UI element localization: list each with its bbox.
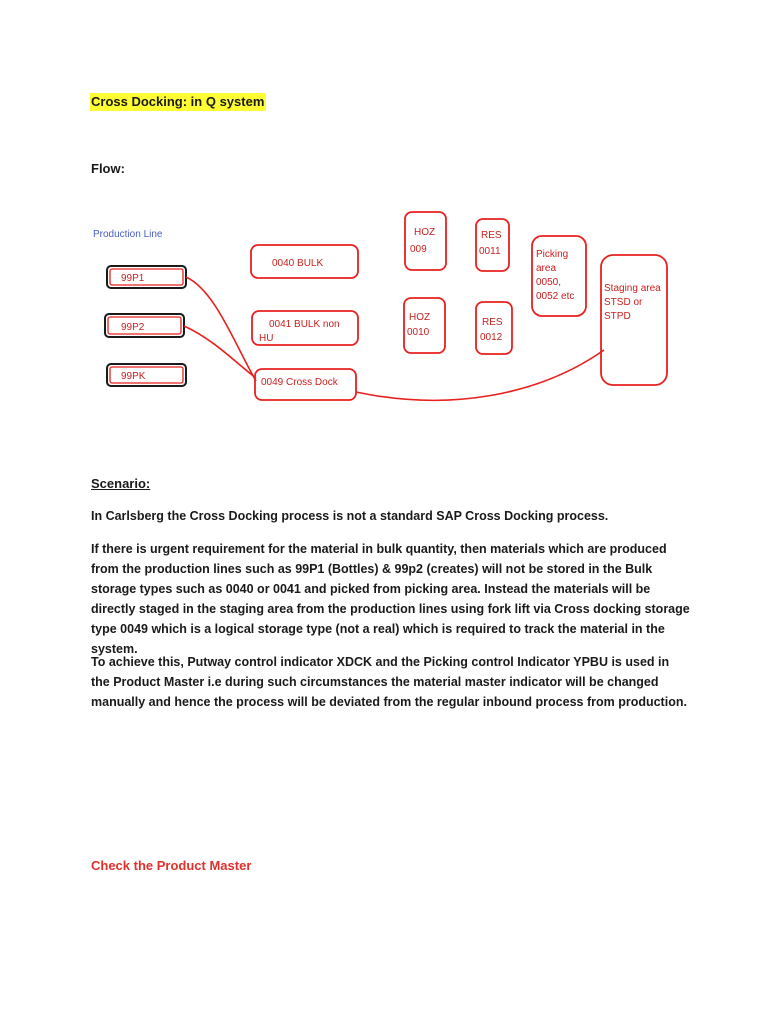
- picking-area-line1: Picking: [536, 249, 569, 260]
- flow-heading: Flow:: [91, 161, 125, 176]
- line-box-99p2: [105, 314, 184, 337]
- hoz-0010-line2: 0010: [407, 327, 430, 338]
- res-0011-line1: RES: [481, 230, 502, 241]
- cross-dock-label: 0049 Cross Dock: [261, 377, 338, 388]
- paragraph-requirement: If there is urgent requirement for the material in bulk quantity, then materials which are produced from the production lines such as 99P1 (Bottles) & 99p2 (creates) will not be stored in the Bulk storage types such as 0040 or 0041 and picked from picking area. Instead the materials will be directly staged in the staging area from the production lines using fork lift via Cross docking storage type 0049 which is a logical storage type (not a real) which is required to track the material in the system.: [91, 542, 690, 656]
- staging-area-box: [601, 255, 667, 385]
- connector-cross-dock-to-staging: [356, 350, 604, 400]
- production-line-label: Production Line: [93, 229, 163, 240]
- bulk-0040-label: 0040 BULK: [272, 258, 324, 269]
- line-99pk-label: 99PK: [121, 371, 146, 382]
- hoz-009-line2: 009: [410, 244, 427, 255]
- paragraph-indicators: To achieve this, Putway control indicator XDCK and the Picking control Indicator YPBU is used in the Product Master i.e during such circumstances the material master indicator will be changed manually and hence the process will be deviated from the regular inbound process from production.: [91, 655, 687, 709]
- bulk-0041-box: [252, 311, 358, 345]
- bulk-0041-label-line2: HU: [259, 333, 274, 344]
- bulk-0041-label-line1: 0041 BULK non: [269, 319, 340, 330]
- check-product-master-link[interactable]: Check the Product Master: [91, 858, 252, 873]
- picking-area-line4: 0052 etc: [536, 291, 575, 302]
- res-0012-line2: 0012: [480, 332, 503, 343]
- res-0012-line1: RES: [482, 317, 503, 328]
- paragraph-intro: In Carlsberg the Cross Docking process is not a standard SAP Cross Docking process.: [91, 509, 609, 523]
- picking-area-box: [532, 236, 586, 316]
- res-0011-line2: 0011: [479, 246, 501, 257]
- res-0012-box: [476, 302, 512, 354]
- document-title: Cross Docking: in Q system: [91, 94, 265, 109]
- staging-area-line1: Staging area: [604, 283, 661, 294]
- line-box-99p1: [107, 266, 186, 288]
- line-99p2-label: 99P2: [121, 322, 145, 333]
- line-99p1-label: 99P1: [121, 273, 145, 284]
- cross-dock-0049-box: [255, 369, 356, 400]
- staging-area-line2: STSD or: [604, 297, 643, 308]
- hoz-0010-box: [404, 298, 445, 353]
- cross-docking-flow-diagram: [0, 0, 768, 420]
- line-box-99pk: [107, 364, 186, 386]
- hoz-009-line1: HOZ: [414, 227, 436, 238]
- picking-area-line3: 0050,: [536, 277, 562, 288]
- res-0011-box: [476, 219, 509, 271]
- connector-99p2-to-cross-dock: [184, 326, 256, 378]
- hoz-009-box: [405, 212, 446, 270]
- picking-area-line2: area: [536, 263, 557, 274]
- hoz-0010-line1: HOZ: [409, 312, 431, 323]
- connector-99p1-to-cross-dock: [186, 277, 256, 381]
- staging-area-line3: STPD: [604, 311, 631, 322]
- bulk-0040-box: [251, 245, 358, 278]
- scenario-heading: Scenario:: [91, 476, 151, 491]
